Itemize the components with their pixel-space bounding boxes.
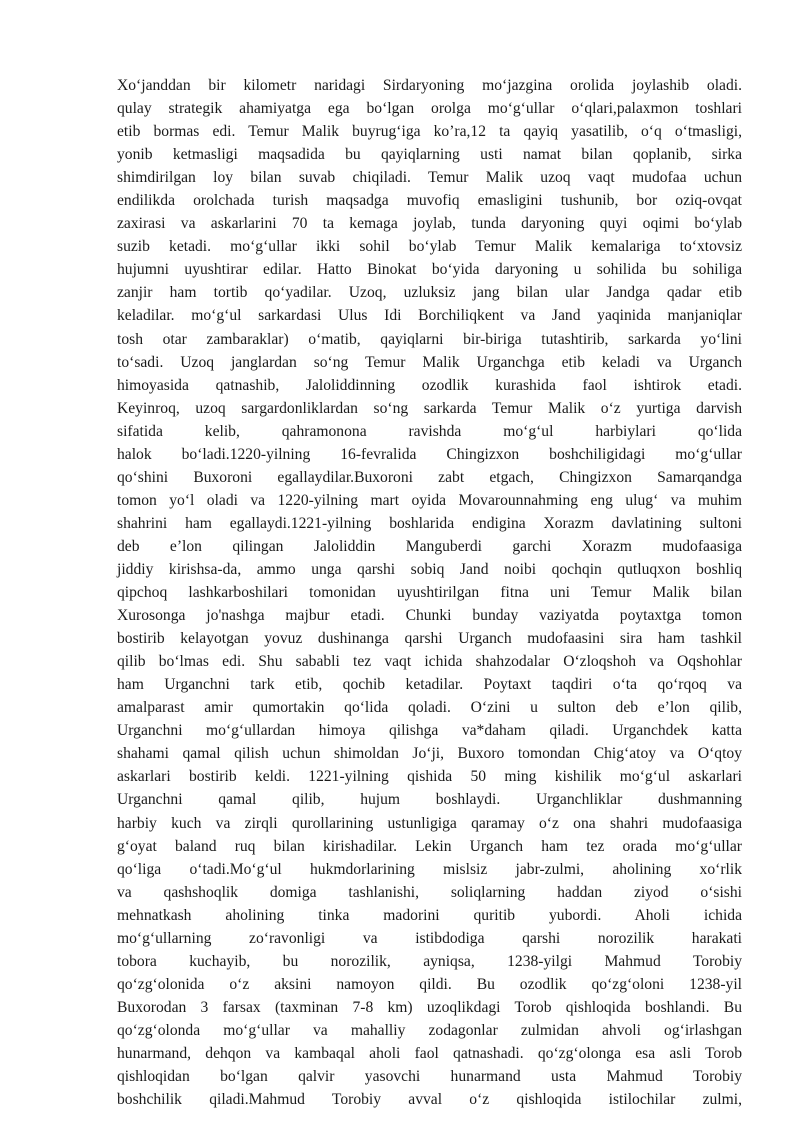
text-line: keladilar. mo‘g‘ul sarkardasi Ulus Idi Borchiliqkent va Jand yaqinida manjaniqlar: [117, 307, 742, 325]
text-line: tobora kuchayib, bu norozilik, ayniqsa, 1238-yilgi Mahmud Torobiy: [117, 952, 742, 970]
text-line: amalparast amir qumortakin qo‘lida qoladi. O‘zini u sulton deb e’lon qilib,: [117, 699, 742, 717]
text-line: qo‘zg‘olonida o‘z aksini namoyon qildi. Bu ozodlik qo‘zg‘oloni 1238-yil: [117, 975, 742, 993]
text-line: boshchilik qiladi.Mahmud Torobiy avval o‘z qishloqida istilochilar zulmi,: [117, 1091, 742, 1109]
text-line: zaxirasi va askarlarini 70 ta kemaga joylab, tunda daryoning quyi oqimi bo‘ylab: [117, 215, 742, 233]
text-line: endilikda orolchada turish maqsadga muvofiq emasligini tushunib, bor oziq-ovqat: [117, 192, 742, 210]
text-line: suzib ketadi. mo‘g‘ullar ikki sohil bo‘ylab Temur Malik kemalariga to‘xtovsiz: [117, 238, 742, 256]
text-line: qulay strategik ahamiyatga ega bo‘lgan orolga mo‘g‘ullar o‘qlari,palaxmon toshlari: [117, 100, 742, 118]
text-line: hunarmand, dehqon va kambaqal aholi faol qatnashadi. qo‘zg‘olonga esa asli Torob: [117, 1044, 742, 1062]
text-line: tomon yo‘l oladi va 1220-yilning mart oyida Movarounnahming eng ulug‘ va muhim: [117, 491, 742, 509]
text-line: zanjir ham tortib qo‘yadilar. Uzoq, uzluksiz jang bilan ular Jandga qadar etib: [117, 284, 742, 302]
text-line: askarlari bostirib keldi. 1221-yilning qishida 50 ming kishilik mo‘g‘ul askarlari: [117, 768, 742, 786]
text-line: deb e’lon qilingan Jaloliddin Manguberdi garchi Xorazm mudofaasiga: [117, 537, 742, 555]
text-line: jiddiy kirishsa-da, ammo unga qarshi sobiq Jand noibi qochqin qutluqxon boshliq: [117, 560, 742, 578]
text-line: tosh otar zambaraklar) o‘matib, qayiqlarni bir-biriga tutashtirib, sarkarda yo‘lini: [117, 330, 742, 348]
body-text: [117, 74, 742, 1111]
text-line: shahrini ham egallaydi.1221-yilning boshlarida endigina Xorazm davlatining sultoni: [117, 514, 742, 532]
text-line: sifatida kelib, qahramonona ravishda mo‘g‘ul harbiylari qo‘lida: [117, 422, 742, 440]
text-line: g‘oyat baland ruq bilan kirishadilar. Lekin Urganch ham tez orada mo‘g‘ullar: [117, 837, 742, 855]
text-line: qo‘liga o‘tadi.Mo‘g‘ul hukmdorlarining mislsiz jabr-zulmi, aholining xo‘rlik: [117, 860, 742, 878]
text-line: Buxorodan 3 farsax (taxminan 7-8 km) uzoqlikdagi Torob qishloqida boshlandi. Bu: [117, 998, 742, 1016]
text-line: harbiy kuch va zirqli qurollarining ustunligiga qaramay o‘z ona shahri mudofaasiga: [117, 814, 742, 832]
text-line: qo‘zg‘olonda mo‘g‘ullar va mahalliy zodagonlar zulmidan ahvoli og‘irlashgan: [117, 1021, 742, 1039]
text-line: qishloqidan bo‘lgan qalvir yasovchi hunarmand usta Mahmud Torobiy: [117, 1068, 742, 1086]
text-line: shimdirilgan loy bilan suvab chiqiladi. Temur Malik uzoq vaqt mudofaa uchun: [117, 169, 742, 187]
text-line: qilib bo‘lmas edi. Shu sababli tez vaqt ichida shahzodalar O‘zloqshoh va Oqshohlar: [117, 653, 742, 671]
text-line: bostirib kelayotgan yovuz dushinanga qarshi Urganch mudofaasini sira ham tashkil: [117, 630, 742, 648]
text-line: Urganchni qamal qilib, hujum boshlaydi. Urganchliklar dushmanning: [117, 791, 742, 809]
text-line: Xurosonga jo'nashga majbur etadi. Chunki bunday vaziyatda poytaxtga tomon: [117, 607, 742, 625]
text-line: Urganchni mo‘g‘ullardan himoya qilishga va*daham qiladi. Urganchdek katta: [117, 722, 742, 740]
text-line: mo‘g‘ullarning zo‘ravonligi va istibdodiga qarshi norozilik harakati: [117, 929, 742, 947]
text-line: shahami qamal qilish uchun shimoldan Jo‘ji, Buxoro tomondan Chig‘atoy va O‘qtoy: [117, 745, 742, 763]
text-line: qo‘shini Buxoroni egallaydilar.Buxoroni zabt etgach, Chingizxon Samarqandga: [117, 468, 742, 486]
text-line: halok bo‘ladi.1220-yilning 16-fevralida Chingizxon boshchiligidagi mo‘g‘ullar: [117, 445, 742, 463]
text-line: Xo‘janddan bir kilometr naridagi Sirdaryoning mo‘jazgina orolida joylashib oladi.: [117, 77, 742, 94]
text-line: qipchoq lashkarboshilari tomonidan uyushtirilgan fitna uni Temur Malik bilan: [117, 584, 742, 602]
text-line: hujumni uyushtirar edilar. Hatto Binokat bo‘yida daryoning u sohilida bu sohiliga: [117, 261, 742, 279]
text-line: mehnatkash aholining tinka madorini quritib yubordi. Aholi ichida: [117, 906, 742, 924]
text-line: etib bormas edi. Temur Malik buyrug‘iga ko’ra,12 ta qayiq yasatilib, o‘q o‘tmasligi,: [117, 123, 742, 141]
text-line: Keyinroq, uzoq sargardonliklardan so‘ng sarkarda Temur Malik o‘z yurtiga darvish: [117, 399, 742, 417]
text-line: ham Urganchni tark etib, qochib ketadilar. Poytaxt taqdiri o‘ta qo‘rqoq va: [117, 676, 742, 694]
text-line: himoyasida qatnashib, Jaloliddinning ozodlik kurashida faol ishtirok etadi.: [117, 376, 742, 394]
text-line: va qashshoqlik domiga tashlanishi, soliqlarning haddan ziyod o‘sishi: [117, 883, 742, 901]
text-line: to‘sadi. Uzoq janglardan so‘ng Temur Malik Urganchga etib keladi va Urganch: [117, 353, 742, 371]
text-line: yonib ketmasligi maqsadida bu qayiqlarning usti namat bilan qoplanib, sirka: [117, 146, 742, 164]
